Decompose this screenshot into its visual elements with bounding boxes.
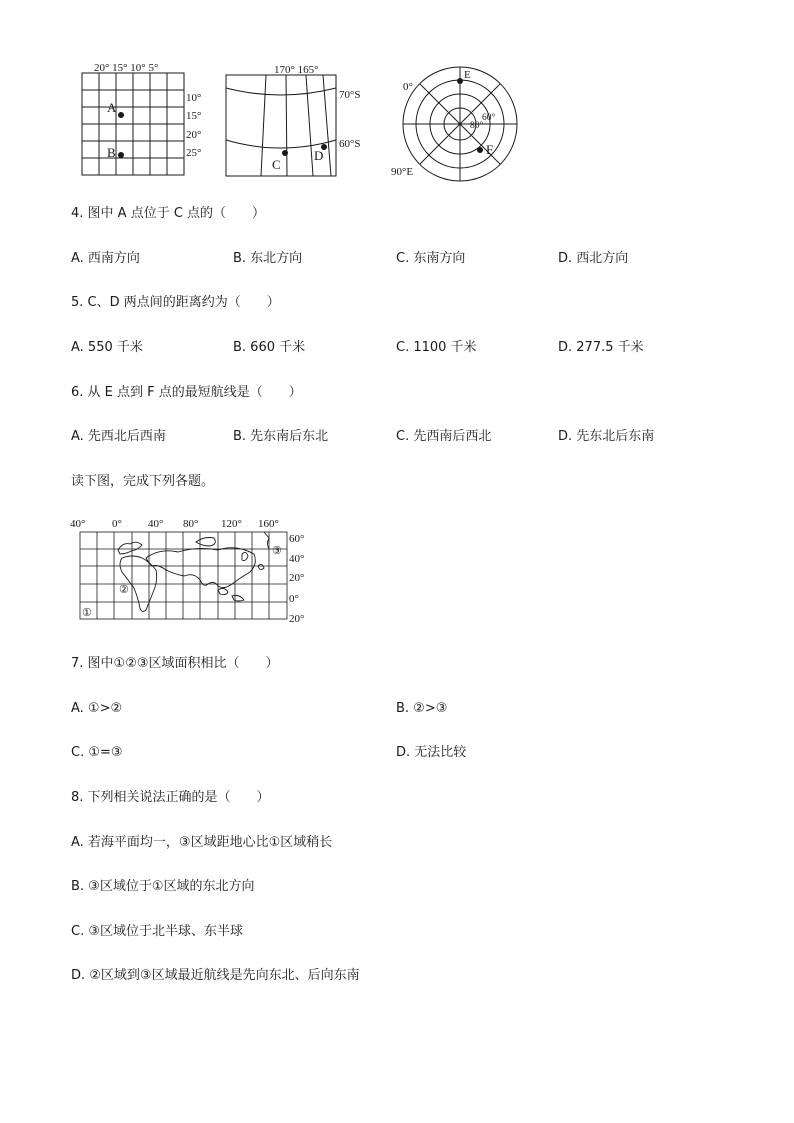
option-c[interactable]: C. 先西南后西北 xyxy=(396,429,492,444)
point-b-label: B xyxy=(107,145,116,160)
polar-label-0: 0° xyxy=(403,81,413,93)
grid-top-labels: 20° 15° 10° 5° xyxy=(94,62,159,74)
region-3-label: ③ xyxy=(272,545,282,557)
grid-right-label: 15° xyxy=(186,110,202,122)
point-c-label: C xyxy=(272,157,281,172)
region-2-label: ② xyxy=(119,584,129,596)
option-d[interactable]: D. 无法比较 xyxy=(396,745,467,760)
reading-prompt: 读下图，完成下列各题。 xyxy=(71,474,215,489)
option-c[interactable]: C. ③区域位于北半球、东半球 xyxy=(71,924,243,939)
lon-label: 120° xyxy=(221,518,242,530)
option-d[interactable]: D. 277.5 千米 xyxy=(558,340,644,355)
lat-label: 20° xyxy=(289,572,305,584)
lon-label: 0° xyxy=(112,518,122,530)
grid-right-label: 25° xyxy=(186,147,202,159)
polar-label-90e: 90°E xyxy=(391,166,414,178)
point-f-label: F xyxy=(486,142,494,157)
option-b[interactable]: B. ②>③ xyxy=(396,701,448,716)
point-c-marker xyxy=(282,150,288,156)
option-b[interactable]: B. ③区域位于①区域的东北方向 xyxy=(71,879,255,894)
region-1-label: ① xyxy=(82,607,92,619)
point-e-label: E xyxy=(464,69,471,81)
option-b[interactable]: B. 先东南后东北 xyxy=(233,429,329,444)
point-f-marker xyxy=(477,147,483,153)
lon-label: 40° xyxy=(148,518,164,530)
option-d[interactable]: D. 先东北后东南 xyxy=(558,429,655,444)
point-a-marker xyxy=(118,112,124,118)
region-3-outline xyxy=(264,532,269,549)
lon-label: 80° xyxy=(183,518,199,530)
polar-label-80: 80° xyxy=(470,121,484,131)
lat-label: 60° xyxy=(289,533,305,545)
option-b[interactable]: B. 东北方向 xyxy=(233,251,303,266)
figure-2-world-map xyxy=(68,514,318,626)
option-c[interactable]: C. 1100 千米 xyxy=(396,340,477,355)
question-stem: 6. 从 E 点到 F 点的最短航线是（ ） xyxy=(71,385,302,400)
option-c[interactable]: C. ①=③ xyxy=(71,745,123,760)
lat-lon-grid-map xyxy=(82,73,184,175)
figure-1 xyxy=(60,58,540,183)
lat-label: 20° xyxy=(289,613,305,625)
point-d-label: D xyxy=(314,148,324,163)
question-stem: 7. 图中①②③区域面积相比（ ） xyxy=(71,656,279,671)
option-d[interactable]: D. ②区域到③区域最近航线是先向东北、后向东南 xyxy=(71,968,360,983)
lon-label: 160° xyxy=(258,518,279,530)
option-a[interactable]: A. 550 千米 xyxy=(71,340,143,355)
point-a-label: A xyxy=(107,100,117,115)
option-c[interactable]: C. 东南方向 xyxy=(396,251,466,266)
lat-label: 40° xyxy=(289,553,305,565)
strip-right-label: 70°S xyxy=(339,89,361,101)
lat-label: 0° xyxy=(289,593,299,605)
point-b-marker xyxy=(118,152,124,158)
question-stem: 5. C、D 两点间的距离约为（ ） xyxy=(71,295,280,310)
strip-top-labels: 170° 165° xyxy=(274,64,319,76)
option-d[interactable]: D. 西北方向 xyxy=(558,251,629,266)
option-a[interactable]: A. 西南方向 xyxy=(71,251,140,266)
grid-right-label: 20° xyxy=(186,129,202,141)
option-a[interactable]: A. 若海平面均一，③区域距地心比①区域稍长 xyxy=(71,835,333,850)
option-b[interactable]: B. 660 千米 xyxy=(233,340,306,355)
polar-circle-map xyxy=(403,67,517,181)
grid-right-label: 10° xyxy=(186,92,202,104)
question-stem: 8. 下列相关说法正确的是（ ） xyxy=(71,790,270,805)
polar-label-60: 60° xyxy=(482,113,496,123)
option-a[interactable]: A. ①>② xyxy=(71,701,123,716)
lon-label: 40° xyxy=(70,518,86,530)
option-a[interactable]: A. 先西北后西南 xyxy=(71,429,166,444)
question-stem: 4. 图中 A 点位于 C 点的（ ） xyxy=(71,206,266,221)
strip-right-label: 60°S xyxy=(339,138,361,150)
point-e-marker xyxy=(457,78,463,84)
